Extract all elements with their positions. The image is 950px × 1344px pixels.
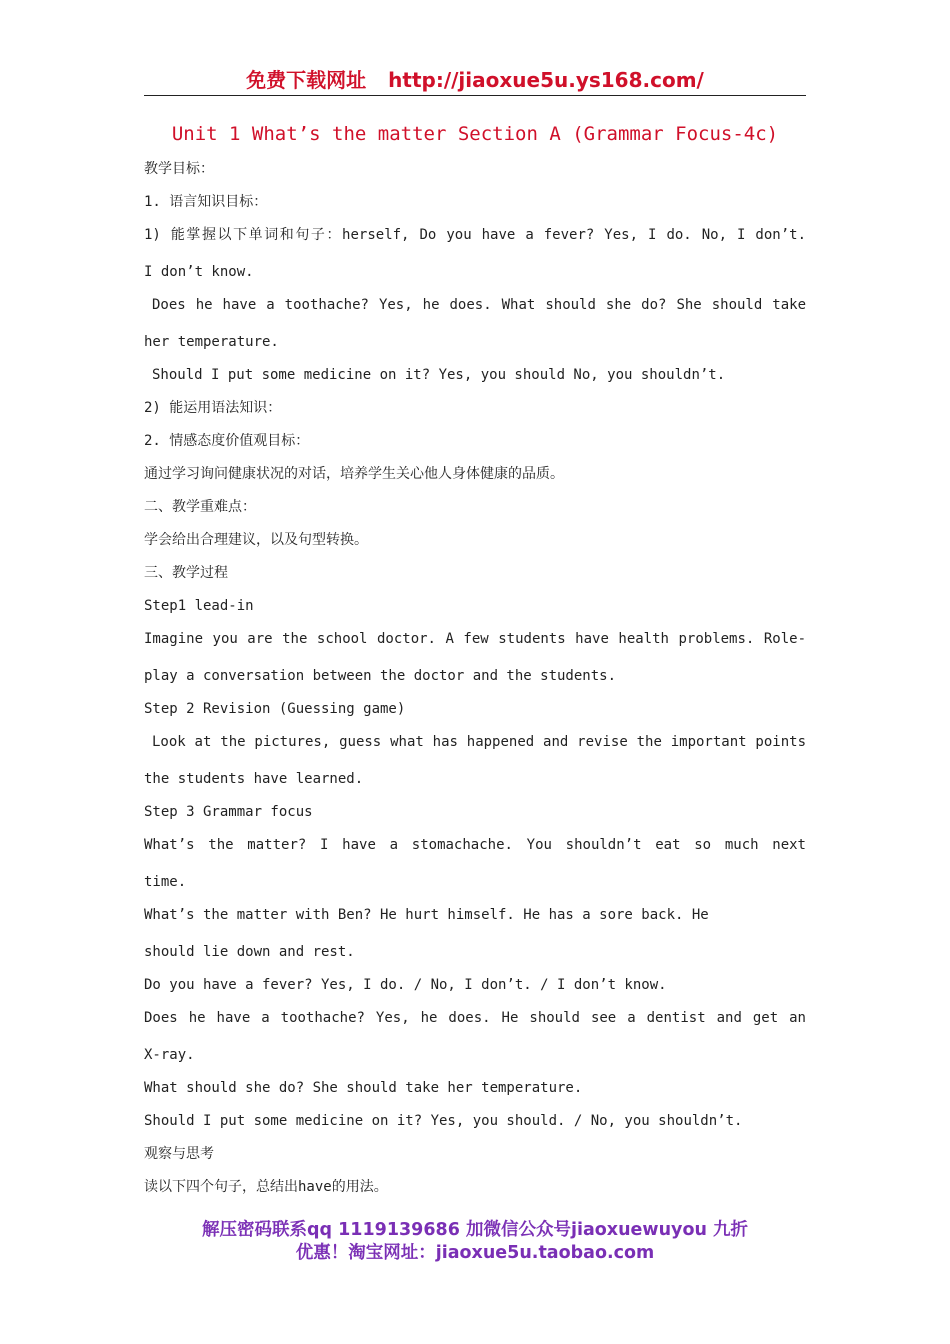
body-line: Does he have a toothache? Yes, he does. What should she do? She should take bbox=[152, 297, 806, 313]
body-line: Should I put some medicine on it? Yes, you should. / No, you shouldn’t. bbox=[144, 1113, 743, 1129]
page-footer bbox=[144, 1219, 806, 1265]
body-line: Should I put some medicine on it? Yes, you should No, you shouldn’t. bbox=[152, 367, 726, 383]
body-line: I don’t know. bbox=[144, 264, 254, 280]
body-line: 1. 语言知识目标： bbox=[144, 194, 268, 210]
footer-shop-line: 优惠！淘宝网址：jiaoxue5u.taobao.com bbox=[295, 1243, 655, 1263]
body-line: 2. 情感态度价值观目标： bbox=[144, 433, 310, 449]
document-title: Unit 1 What’s the matter Section A (Grammar Focus-4c) bbox=[171, 123, 779, 145]
body-line: 观察与思考 bbox=[144, 1146, 214, 1162]
body-line: Do you have a fever? Yes, I do. / No, I don’t. / I don’t know. bbox=[144, 977, 667, 993]
body-line: 二、教学重难点： bbox=[144, 499, 256, 515]
footer-contact-line: 解压密码联系qq 1119139686 加微信公众号jiaoxuewuyou 九折 bbox=[201, 1220, 749, 1240]
body-line: Imagine you are the school doctor. A few students have health problems. Role- bbox=[144, 631, 806, 647]
body-line: Does he have a toothache? Yes, he does. He should see a dentist and get an bbox=[144, 1010, 806, 1026]
document-body bbox=[144, 156, 806, 1207]
body-line: 2) 能运用语法知识： bbox=[144, 400, 282, 416]
body-line: What should she do? She should take her temperature. bbox=[144, 1080, 583, 1096]
body-line: 学会给出合理建议，以及句型转换。 bbox=[144, 532, 368, 548]
body-line: time. bbox=[144, 874, 187, 890]
body-line: Step 3 Grammar focus bbox=[144, 804, 313, 820]
header-url-link[interactable]: http://jiaoxue5u.ys168.com/ bbox=[388, 68, 704, 92]
body-line: X-ray. bbox=[144, 1047, 195, 1063]
body-line: Step1 lead-in bbox=[144, 598, 254, 614]
body-line: 读以下四个句子，总结出have的用法。 bbox=[144, 1179, 388, 1195]
body-line: Step 2 Revision (Guessing game) bbox=[144, 701, 406, 717]
body-line: 教学目标： bbox=[144, 161, 214, 177]
body-line: should lie down and rest. bbox=[144, 944, 355, 960]
header-label: 免费下载网址 bbox=[246, 68, 367, 92]
body-line: What’s the matter with Ben? He hurt himself. He has a sore back. He bbox=[144, 907, 709, 923]
page-header bbox=[144, 66, 806, 94]
body-line: play a conversation between the doctor and the students. bbox=[144, 668, 617, 684]
header-divider bbox=[144, 95, 806, 96]
body-line: What’s the matter? I have a stomachache. You shouldn’t eat so much next bbox=[144, 837, 806, 853]
body-line: Look at the pictures, guess what has happened and revise the important points bbox=[152, 734, 806, 750]
body-line: 通过学习询问健康状况的对话，培养学生关心他人身体健康的品质。 bbox=[144, 466, 564, 482]
body-line: the students have learned. bbox=[144, 771, 364, 787]
body-line: 1) 能掌握以下单词和句子：herself, Do you have a fever? Yes, I do. No, I don’t. bbox=[144, 227, 806, 243]
body-line: her temperature. bbox=[144, 334, 279, 350]
body-line: 三、教学过程 bbox=[144, 565, 228, 581]
